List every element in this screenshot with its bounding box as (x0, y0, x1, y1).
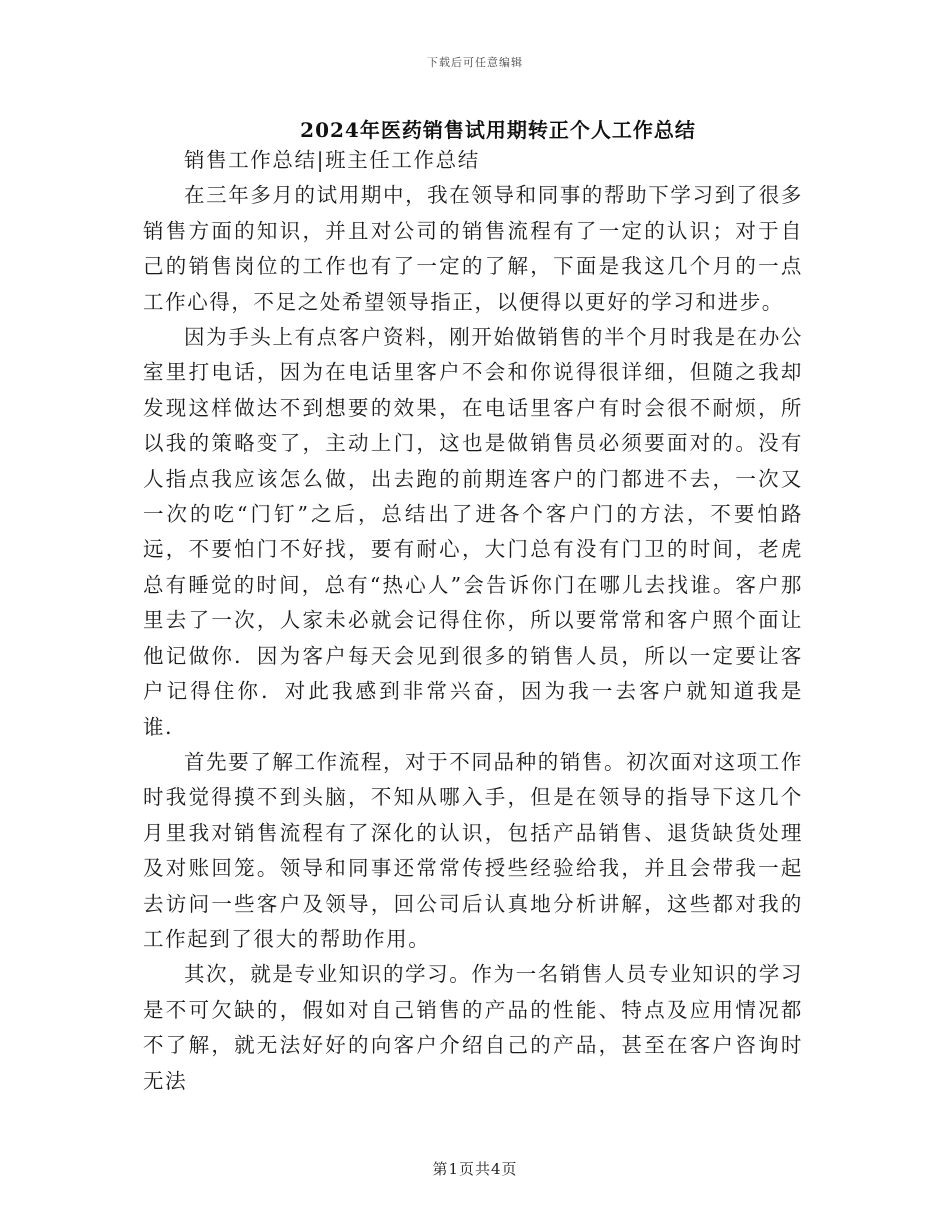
header-note: 下载后可任意编辑 (427, 56, 523, 69)
paragraph-intro: 在三年多月的试用期中，我在领导和同事的帮助下学习到了很多销售方面的知识，并且对公司的销售流程有了一定的认识；对于自己的销售岗位的工作也有了一定的了解，下面是我这几个月的一点工作心得，不足之处希望领导指正，以便得以更好的学习和进步。 (143, 183, 803, 314)
paragraph-workflow: 首先要了解工作流程，对于不同品种的销售。初次面对这项工作时我觉得摸不到头脑，不知从哪入手，但是在领导的指导下这几个月里我对销售流程有了深化的认识，包括产品销售、退货缺货处理及对账回笼。领导和同事还常常传授些经验给我，并且会带我一起去访问一些客户及领导，回公司后认真地分析讲解，这些都对我的工作起到了很大的帮助作用。 (143, 749, 803, 951)
paragraph-subtitle: 销售工作总结|班主任工作总结 (184, 148, 480, 172)
page-number: 第1页共4页 (432, 1160, 518, 1178)
document-title: 2024年医药销售试用期转正个人工作总结 (300, 118, 696, 142)
paragraph-knowledge: 其次，就是专业知识的学习。作为一名销售人员专业知识的学习是不可欠缺的，假如对自己销售的产品的性能、特点及应用情况都不了解，就无法好好的向客户介绍自己的产品，甚至在客户咨询时无法 (143, 962, 803, 1093)
paragraph-experience: 因为手头上有点客户资料，刚开始做销售的半个月时我是在办公室里打电话，因为在电话里客户不会和你说得很详细，但随之我却发现这样做达不到想要的效果，在电话里客户有时会很不耐烦，所以我的策略变了，主动上门，这也是做销售员必须要面对的。没有人指点我应该怎么做，出去跑的前期连客户的门都进不去，一次又一次的吃“门钉”之后，总结出了进各个客户门的方法，不要怕路远，不要怕门不好找，要有耐心，大门总有没有门卫的时间，老虎总有睡觉的时间，总有“热心人”会告诉你门在哪儿去找谁。客户那里去了一次，人家未必就会记得住你，所以要常常和客户照个面让他记做你．因为客户每天会见到很多的销售人员，所以一定要让客户记得住你．对此我感到非常兴奋，因为我一去客户就知道我是谁． (143, 325, 803, 739)
document-body (143, 143, 803, 1099)
